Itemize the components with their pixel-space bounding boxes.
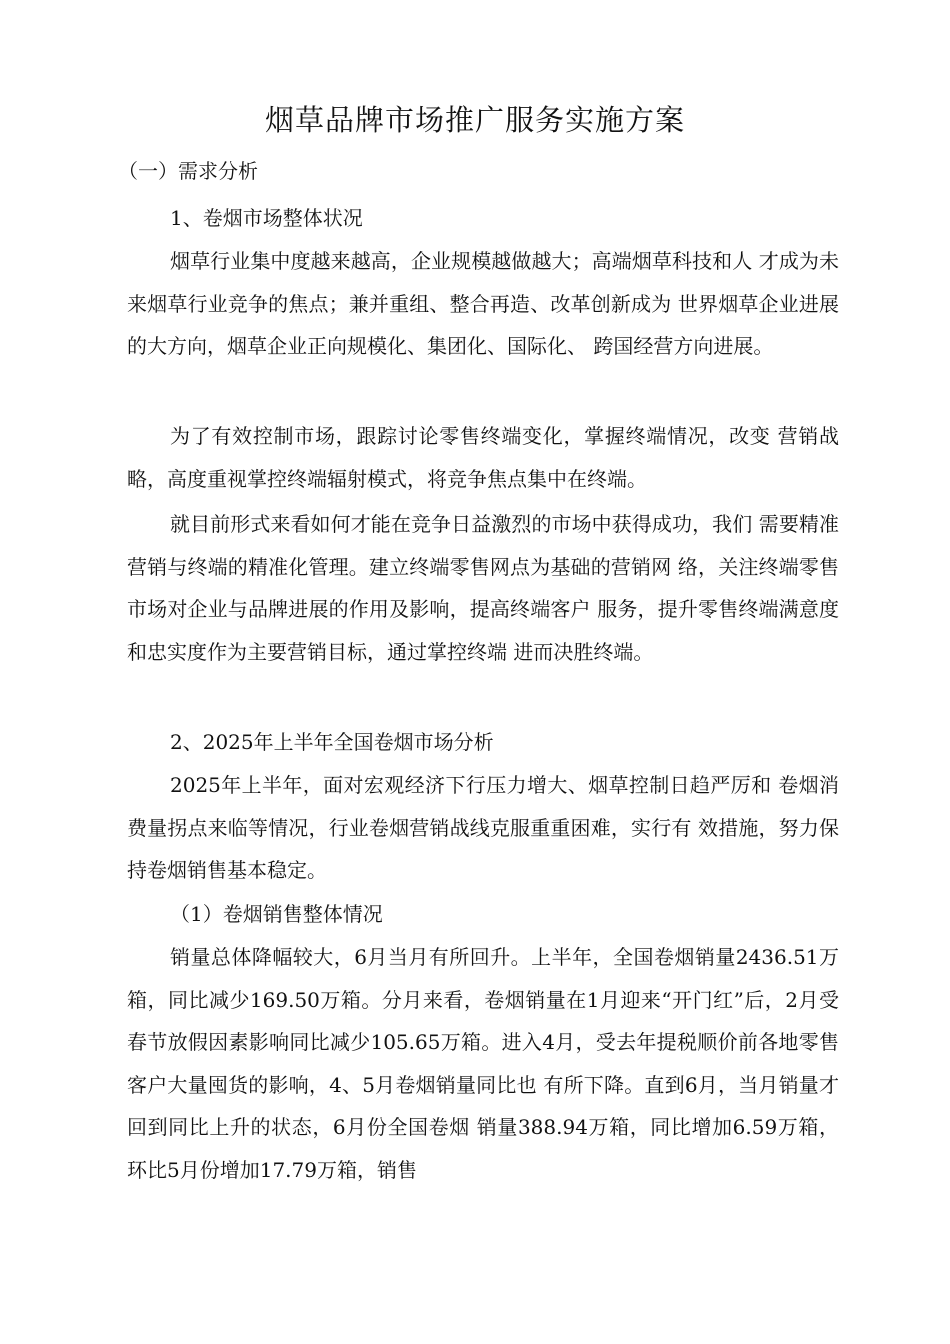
paragraph-industry-concentration: 烟草行业集中度越来越高，企业规模越做越大；高端烟草科技和人 才成为未来烟草行业竞争的焦点；兼并重组、整合再造、改革创新成为 世界烟草企业进展的大方向，烟草企业正向规模化、集团化、国际化、 跨国经营方向进展。 [127,249,839,358]
subheading-market-overview: 1、卷烟市场整体状况 [170,206,363,230]
paragraph-sales-details: 销量总体降幅较大，6月当月有所回升。上半年，全国卷烟销量2436.51万箱，同比减少169.50万箱。分月来看，卷烟销量在1月迎来“开门红”后，2月受春节放假因素影响同比减少105.65万箱。进入4月，受去年提税顺价前各地零售客户大量囤货的影响，4、5月卷烟销量同比也 有所下降。直到6月，当月销量才回到同比上升的状态，6月份全国卷烟 销量388.94万箱，同比增加6.59万箱，环比5月份增加17.79万箱，销售 [127,945,839,1182]
paragraph-terminal-control: 为了有效控制市场，跟踪讨论零售终端变化，掌握终端情况，改变 营销战略，高度重视掌控终端辐射模式，将竞争焦点集中在终端。 [127,424,839,491]
paragraph-precision-marketing: 就目前形式来看如何才能在竞争日益激烈的市场中获得成功，我们 需要精准营销与终端的精准化管理。建立终端零售网点为基础的营销网 络，关注终端零售市场对企业与品牌进展的作用及影响，提高终端客户 服务，提升零售终端满意度和忠实度作为主要营销目标，通过掌控终端 进而决胜终端。 [127,512,839,664]
paragraph-2025-h1-overview: 2025年上半年，面对宏观经济下行压力增大、烟草控制日趋严厉和 卷烟消费量拐点来临等情况，行业卷烟营销战线克服重重困难，实行有 效措施，努力保持卷烟销售基本稳定。 [127,773,839,882]
subheading-2025-market-analysis: 2、2025年上半年全国卷烟市场分析 [170,730,494,754]
subheading-sales-overview: （1）卷烟销售整体情况 [170,902,383,926]
document-title: 烟草品牌市场推广服务实施方案 [264,103,685,137]
section-heading-demand-analysis: （一）需求分析 [118,159,258,183]
